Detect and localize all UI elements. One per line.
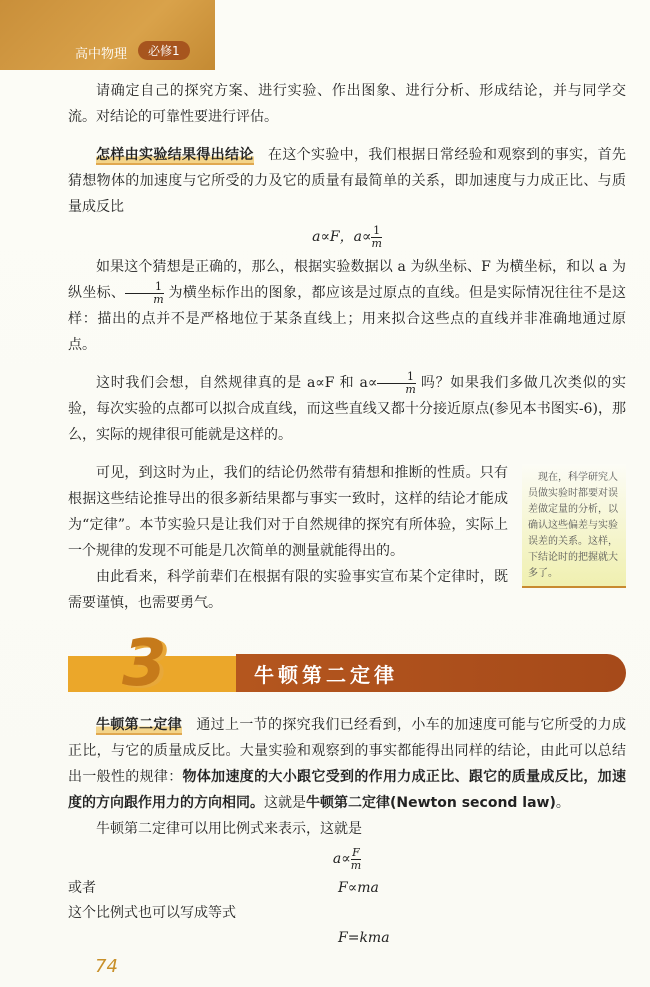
section1-paragraph: [68, 142, 626, 220]
section1-keyword: 怎样由实验结果得出结论: [96, 147, 254, 163]
intro-paragraph: 请确定自己的探究方案、进行实验、作出图象、进行分析、形成结论，并与同学交流。对结论的可靠性要进行评估。: [68, 83, 626, 125]
page-number: 74: [95, 956, 118, 977]
paragraph-proportion: 牛顿第二定律可以用比例式来表示，这就是: [96, 821, 362, 837]
formula-a-prop-f-over-m: [68, 842, 626, 876]
text: 为横坐标作出的图象，都应该是过原点的直线。但是实际情况往往不是这样：描出的点并不是严格地位于某条直线上；用来拟合这些点的直线并非准确地通过原点。: [68, 285, 627, 353]
equation-row: [68, 926, 626, 950]
book-title: 高中物理: [75, 47, 128, 62]
text: 。: [555, 795, 570, 811]
chapter-number: 3: [122, 627, 167, 701]
page-content: [0, 70, 650, 977]
formula-proportional: [68, 220, 626, 254]
law-statement: 物体加速度的大小跟它受到的作用力成正比、跟它的质量成反比，加速度的方向跟作用力的方向相同。: [68, 769, 627, 811]
chapter-title: 牛顿第二定律: [254, 663, 398, 687]
denominator: m: [350, 858, 362, 872]
denominator: m: [153, 292, 164, 306]
text: 通过上一节的探究我们已经看到，小车的加速度可能与它所受的力成正比，与它的质量成反比。大量实验和观察到的事实都能得出同样的结论，由此可以总结出一般性的规律：: [68, 717, 626, 785]
paragraph-equation: 这个比例式也可以写成等式: [68, 905, 236, 921]
chapter-heading: [68, 627, 626, 704]
text: 如果这个猜想是正确的，那么，根据实验数据以 a 为纵坐标、F 为横坐标，和以 a 为纵: [68, 259, 626, 301]
law-name: 牛顿第二定律(Newton second law): [306, 795, 556, 811]
or-label: 或者: [68, 880, 96, 896]
section2-keyword: 牛顿第二定律: [96, 717, 182, 733]
denominator: m: [405, 382, 416, 396]
paragraph-hypothesis: [68, 254, 626, 358]
volume-badge: 必修1: [138, 41, 190, 60]
formula-text: a∝F，a∝: [312, 229, 372, 245]
chapter-banner: [236, 654, 626, 692]
header-band: [0, 0, 215, 70]
section1-text: 在这个实验中，我们根据日常经验和观察到的事实，首先猜想物体的加速度与它所受的力及它的质量有最简单的关系，即加速度与力成正比、与质量成反比: [68, 147, 627, 215]
side-note: 现在，科学研究人员做实验时都要对误差做定量的分析，以确认这些偏差与实验误差的关系。这样，下结论时的把握就大多了。: [522, 464, 626, 588]
numerator: 1: [125, 281, 163, 294]
conclusion-block: [68, 460, 626, 616]
paragraph-question: [68, 370, 626, 448]
denominator: m: [371, 236, 382, 250]
text: 这就是: [264, 795, 306, 811]
text: 吗？如果我们多做几次类似的实验，每次实验的点都可以拟合成直线，而这些直线又都十分接近原点(参见本书图实-6)，那么，实际的规律很可能就是这样的。: [68, 375, 626, 443]
text: a∝: [332, 851, 351, 867]
formula-f-kma: F=kma: [338, 930, 390, 946]
paragraph-courage: 由此看来，科学前辈们在根据有限的实验事实宣布某个定律时，既需要谨慎，也需要勇气。: [68, 569, 508, 611]
paragraph-conclusion: 可见，到这时为止，我们的结论仍然带有猜想和推断的性质。只有根据这些结论推导出的很多新结果都与事实一致时，这样的结论才能成为“定律”。本节实验只是让我们对于自然规律的探究有所体验，实际上一个规律的发现不可能是几次简单的测量就能得出的。: [68, 465, 508, 559]
or-row: [68, 876, 626, 900]
section2-paragraph: [68, 712, 626, 816]
formula-f-prop-ma: F∝ma: [338, 880, 379, 896]
numerator: 1: [377, 371, 415, 384]
text: 这时我们会想，自然规律真的是 a∝F 和 a∝: [96, 375, 378, 391]
numerator: F: [352, 845, 360, 859]
text: 坐标、: [82, 285, 126, 301]
numerator: 1: [373, 223, 381, 237]
